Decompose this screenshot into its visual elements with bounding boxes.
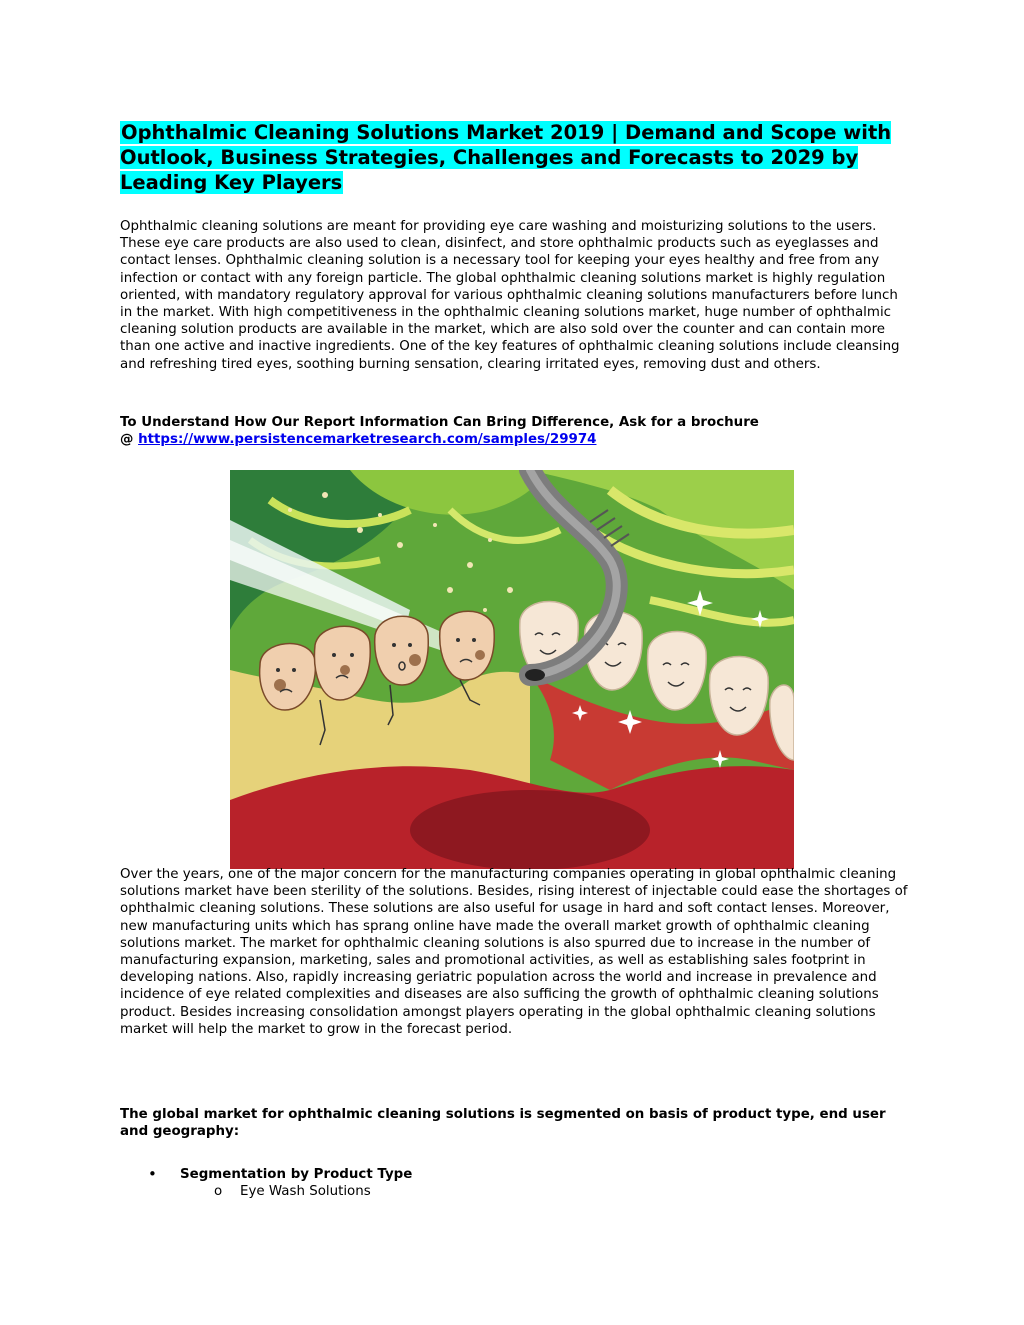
list-item <box>120 1183 910 1200</box>
market-overview-paragraph: Over the years, one of the major concern for the manufacturing companies operating in global ophthalmic cleaning solutions market have been sterility of the solutions. Besides, rising interest of injectable could ease the shortages of ophthalmic cleaning solutions. These solutions are also useful for usage in hard and soft contact lenses. Moreover, new manufacturing units which has sprang online have made the overall market growth of ophthalmic cleaning solutions market. The market for ophthalmic cleaning solutions is also spurred due to increase in the number of manufacturing expansion, marketing, sales and promotional activities, as well as establishing sales footprint in developing nations. Also, rapidly increasing geriatric population across the world and increase in prevalence and incidence of eye related complexities and diseases are also sufficing the growth of ophthalmic cleaning solutions product. Besides increasing consolidation amongst players operating in the global ophthalmic cleaning solutions market will help the market to grow in the forecast period. <box>120 867 908 1037</box>
brochure-cta-at: @ <box>120 432 139 448</box>
title-highlight: Ophthalmic Cleaning Solutions Market 2019 | Demand and Scope with Outlook, Business Strategies, Challenges and Forecasts to 2029 by Leading Key Players <box>120 121 892 194</box>
segment-label: Segmentation by Product Type <box>180 1167 413 1182</box>
dental-cleaning-illustration <box>230 470 794 869</box>
sub-bullet-marker: o <box>214 1184 223 1200</box>
bullet-marker: • <box>148 1165 157 1183</box>
brochure-cta <box>120 414 910 448</box>
segmentation-intro: The global market for ophthalmic cleaning solutions is segmented on basis of product type, end user and geography: <box>120 1107 886 1140</box>
brochure-cta-text: To Understand How Our Report Information Can Bring Difference, Ask for a brochure <box>120 415 759 430</box>
sub-item-label: Eye Wash Solutions <box>240 1184 371 1200</box>
intro-paragraph: Ophthalmic cleaning solutions are meant for providing eye care washing and moisturizing solutions to the users. These eye care products are also used to clean, disinfect, and store ophthalmic products such as eyeglasses and contact lenses. Ophthalmic cleaning solution is a necessary tool for keeping your eyes healthy and free from any infection or contact with any foreign particle. The global ophthalmic cleaning solutions market is highly regulation oriented, with mandatory regulatory approval for various ophthalmic cleaning solutions manufacturers before lunch in the market. With high competitiveness in the ophthalmic cleaning solutions market, huge number of ophthalmic cleaning solution products are available in the market, which are also sold over the counter and can contain more than one active and inactive ingredients. One of the key features of ophthalmic cleaning solutions include cleansing and refreshing tired eyes, soothing burning sensation, clearing irritated eyes, removing dust and others. <box>120 219 900 372</box>
segmentation-list <box>120 1166 910 1200</box>
list-item <box>120 1166 910 1183</box>
brochure-link[interactable]: https://www.persistencemarketresearch.com/samples/29974 <box>138 432 597 448</box>
document-title <box>120 120 910 195</box>
